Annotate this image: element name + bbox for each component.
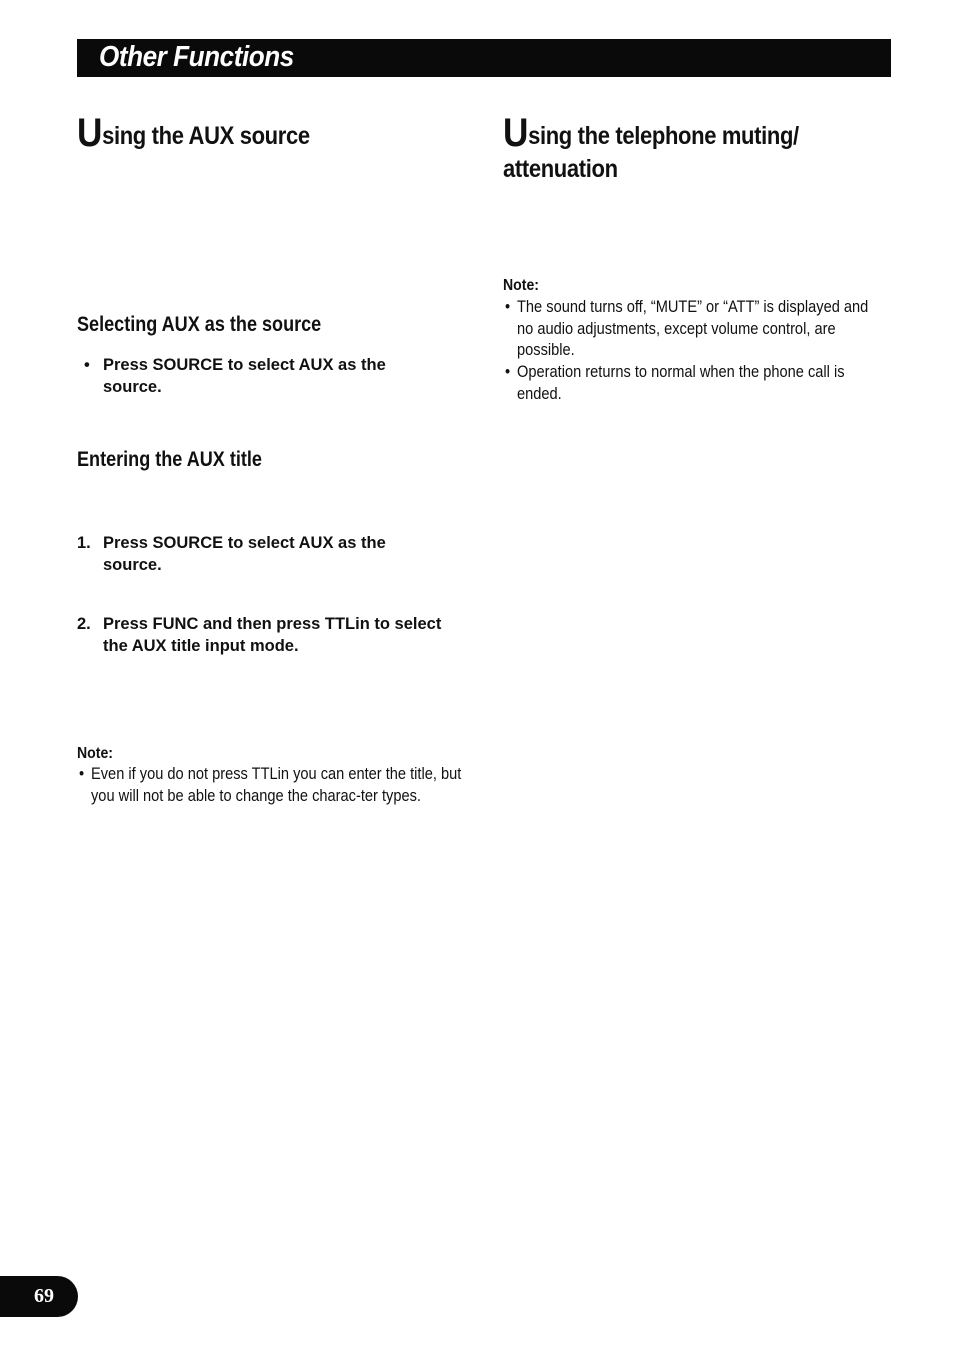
note-text: Operation returns to normal when the phone call is ended. [517, 362, 845, 403]
aux-title-dropcap: U [77, 111, 103, 155]
right-note-item-1 [504, 296, 888, 361]
note-text: The sound turns off, “MUTE” or “ATT” is displayed and no audio adjustments, except volume control, are possible. [517, 297, 869, 359]
aux-source-title [77, 111, 310, 155]
step-number: 1. [77, 534, 91, 552]
step-bullet: • [84, 356, 90, 374]
aux-title-text: sing the AUX source [102, 122, 310, 150]
step-text: Press SOURCE to select AUX as the source. [103, 356, 386, 396]
selecting-aux-step [84, 354, 433, 398]
telephone-title-text: sing the telephone muting/ [528, 122, 799, 150]
right-note-label: Note: [503, 277, 539, 294]
right-note-item-2 [504, 361, 888, 404]
note-text: Even if you do not press TTLin you can enter the title, but you will not be able to change the charac-ter types. [91, 764, 462, 805]
note-bullet: • [78, 764, 85, 783]
step-text: Press SOURCE to select AUX as the source. [103, 534, 386, 574]
left-note-item [78, 763, 463, 806]
left-note-label: Note: [77, 745, 113, 762]
telephone-muting-title [503, 111, 799, 155]
note-bullet: • [504, 297, 511, 316]
step-text: Press FUNC and then press TTLin to select the AUX title input mode. [103, 615, 442, 655]
telephone-title-dropcap: U [503, 111, 529, 155]
section-header-title: Other Functions [99, 41, 294, 73]
selecting-aux-heading: Selecting AUX as the source [77, 313, 322, 336]
telephone-muting-title-line2: attenuation [503, 155, 618, 183]
entering-aux-title-heading: Entering the AUX title [77, 448, 262, 471]
note-bullet: • [504, 362, 511, 381]
entering-step-2 [77, 613, 443, 657]
page-number: 69 [0, 1276, 78, 1317]
entering-step-1 [77, 532, 433, 576]
step-number: 2. [77, 615, 91, 633]
section-header-bar [77, 39, 891, 77]
